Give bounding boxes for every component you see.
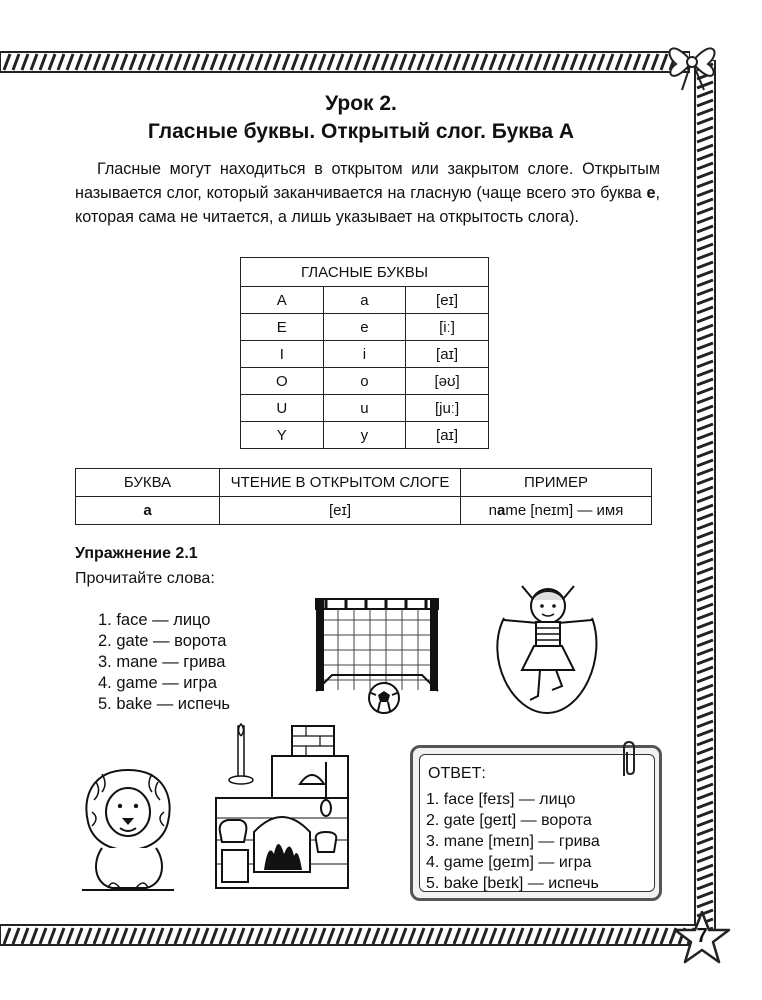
stove-illustration xyxy=(208,722,358,894)
reading-rule-table xyxy=(75,468,652,525)
list-item: 2. gate [geɪt] — ворота xyxy=(426,812,592,829)
table-cell: a xyxy=(323,287,406,314)
table-cell: [əʊ] xyxy=(406,368,489,395)
rule-reading: [eɪ] xyxy=(220,497,461,525)
table-cell: U xyxy=(241,395,324,422)
table-cell: o xyxy=(323,368,406,395)
answer-list xyxy=(426,789,648,894)
table-row xyxy=(241,314,489,341)
table-cell: A xyxy=(241,287,324,314)
table-cell: i xyxy=(323,341,406,368)
table-row xyxy=(241,287,489,314)
rule-header-reading: ЧТЕНИЕ В ОТКРЫТОМ СЛОГЕ xyxy=(220,469,461,497)
frame-bottom-border xyxy=(0,924,700,946)
exercise-title: Упражнение 2.1 xyxy=(75,545,198,562)
list-item: 4. game [geɪm] — игра xyxy=(426,854,592,871)
table-cell: y xyxy=(323,422,406,449)
lesson-subtitle: Гласные буквы. Открытый слог. Буква А xyxy=(147,120,575,143)
rule-header-letter: БУКВА xyxy=(76,469,220,497)
table-cell: [iː] xyxy=(406,314,489,341)
rule-example xyxy=(461,497,652,525)
list-item: 2. gate — ворота xyxy=(98,632,227,650)
table-cell: [eɪ] xyxy=(406,287,489,314)
intro-paragraph xyxy=(75,157,660,229)
table-cell: Y xyxy=(241,422,324,449)
table-cell: I xyxy=(241,341,324,368)
table-cell: [juː] xyxy=(406,395,489,422)
table-cell: E xyxy=(241,314,324,341)
list-item: 3. mane [meɪn] — грива xyxy=(426,833,600,850)
rule-letter: a xyxy=(76,497,220,525)
list-item: 1. face [feɪs] — лицо xyxy=(426,791,576,808)
table-row xyxy=(241,368,489,395)
paperclip-icon xyxy=(618,740,638,780)
bow-icon xyxy=(662,32,722,92)
list-item: 4. game — игра xyxy=(98,674,217,692)
list-item: 5. bake [beɪk] — испечь xyxy=(426,875,599,892)
table-cell: [aɪ] xyxy=(406,422,489,449)
intro-bold-letter: е xyxy=(646,184,656,202)
lesson-title: Урок 2. xyxy=(325,92,397,115)
table-row xyxy=(241,422,489,449)
list-item: 3. mane — грива xyxy=(98,653,226,671)
frame-right-border xyxy=(692,60,718,930)
table-cell: O xyxy=(241,368,324,395)
list-item: 5. bake — испечь xyxy=(98,695,231,713)
table-cell: [aɪ] xyxy=(406,341,489,368)
exercise-instruction: Прочитайте слова: xyxy=(75,570,215,587)
soccer-goal-illustration xyxy=(312,595,442,717)
table-cell: u xyxy=(323,395,406,422)
rule-example-post: me [neɪm] — имя xyxy=(505,502,624,519)
table-row xyxy=(241,341,489,368)
page-number: 7 xyxy=(696,925,708,947)
list-item: 1. face — лицо xyxy=(98,611,211,629)
frame-top-border xyxy=(0,50,690,74)
rule-header-example: ПРИМЕР xyxy=(461,469,652,497)
table-row xyxy=(241,395,489,422)
intro-text-2: , которая сама не читается, а лишь указывает на открытость слога). xyxy=(75,184,660,226)
intro-text-1: Гласные могут находиться в открытом или закрытом слоге. Открытым называется слог, который заканчивается на гласную (чаще всего это буква xyxy=(75,160,660,202)
word-list xyxy=(98,610,230,715)
vowels-table-header: ГЛАСНЫЕ БУКВЫ xyxy=(241,258,489,287)
answer-heading: ОТВЕТ: xyxy=(428,765,486,782)
rule-example-bold: a xyxy=(496,502,506,519)
table-cell: e xyxy=(323,314,406,341)
lion-illustration xyxy=(72,762,184,894)
vowels-table xyxy=(240,257,489,449)
jumping-girl-illustration xyxy=(482,578,612,718)
rule-example-pre: n xyxy=(488,502,497,519)
